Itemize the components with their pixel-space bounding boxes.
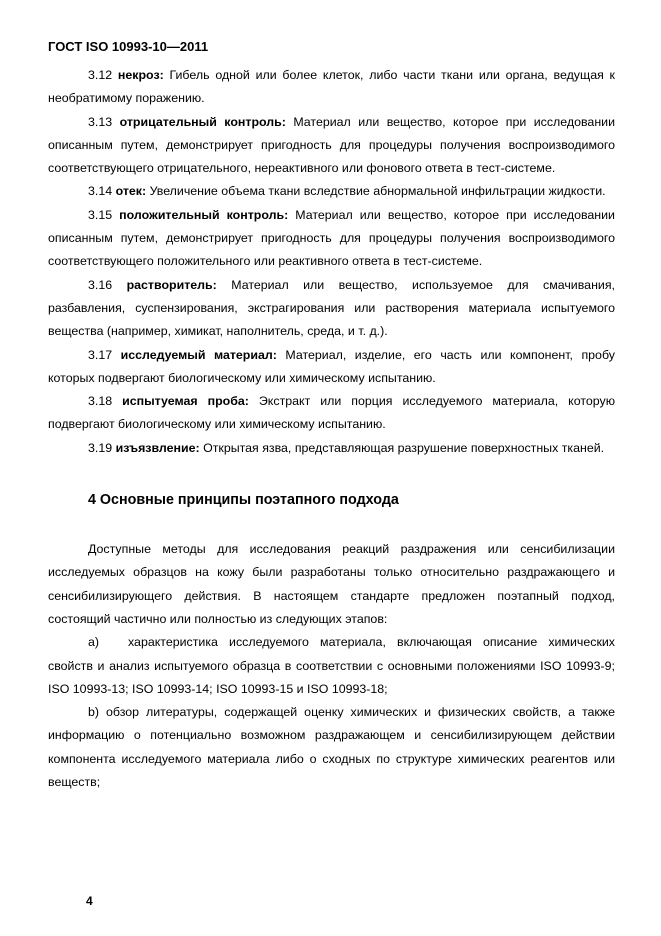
list-item-b <box>48 701 615 794</box>
definition-term: испытуемая проба: <box>122 394 249 409</box>
definition-3-17 <box>48 344 615 391</box>
list-item-label: a) <box>88 635 100 650</box>
definition-number: 3.19 <box>88 440 113 455</box>
definition-text: Материал или вещество, которое при исследовании описанным путем, демонстрирует пригодность для процедуры получения воспроизводимого соответствующего отрицательного, нереактивного или фонового ответа в тест-системе. <box>48 114 616 176</box>
definition-number: 3.12 <box>88 68 113 82</box>
list-item-a <box>48 631 615 701</box>
section-heading: 4 Основные принципы поэтапного подхода <box>88 492 399 509</box>
page-number: 4 <box>86 894 93 908</box>
definition-term: отрицательный контроль: <box>119 114 286 129</box>
definition-3-19 <box>48 437 615 460</box>
definition-3-14 <box>48 180 615 203</box>
definition-number: 3.16 <box>88 277 113 292</box>
definition-number: 3.14 <box>88 184 113 199</box>
definition-3-18 <box>48 390 615 437</box>
definition-number: 3.18 <box>88 394 113 409</box>
definition-3-15 <box>48 204 615 274</box>
definition-term: отек: <box>115 184 147 199</box>
definition-3-12 <box>48 64 615 111</box>
definition-term: изъязвление: <box>115 440 200 455</box>
definition-number: 3.13 <box>88 114 113 129</box>
definition-term: растворитель: <box>126 277 217 292</box>
definition-term: исследуемый материал: <box>120 347 277 362</box>
definition-number: 3.17 <box>88 347 113 362</box>
document-body <box>48 64 615 794</box>
document-header: ГОСТ ISO 10993-10—2011 <box>48 39 209 54</box>
definition-text: Материал или вещество, которое при исследовании описанным путем, демонстрирует пригодность для процедуры получения воспроизводимого соответствующего положительного или реактивного ответа в тест-системе. <box>48 207 615 269</box>
definition-number: 3.15 <box>88 207 113 222</box>
definition-term: некроз: <box>117 68 164 82</box>
definition-text: Увеличение объема ткани вследствие абнормальной инфильтрации жидкости. <box>149 184 606 199</box>
definition-3-13 <box>48 111 615 181</box>
list-item-text: обзор литературы, содержащей оценку химических и физических свойств, а также информацию о потенциально возможном раздражающем и сенсибилизирующем действии компонента исследуемого материала либо о сходных по структуре химических реагентов или веществ; <box>48 705 615 790</box>
list-item-label: b) <box>88 705 100 720</box>
definition-text: Материал, изделие, его часть или компонент, пробу которых подвергают биологическому или химическому испытанию. <box>48 347 615 385</box>
definition-text: Открытая язва, представляющая разрушение поверхностных тканей. <box>203 440 605 455</box>
definition-text: Экстракт или порция исследуемого материала, которую подвергают биологическому или химическому испытанию. <box>48 394 616 432</box>
definition-text: Гибель одной или более клеток, либо части ткани или органа, ведущая к необратимому поражению. <box>48 68 615 106</box>
list-item-text: характеристика исследуемого материала, включающая описание химических свойств и анализ испытуемого образца в соответствии с основными положениями ISO 10993-9; ISO 10993-13; ISO 10993-14; ISO 10993-15 и ISO 10993-18; <box>48 635 615 696</box>
intro-paragraph: Доступные методы для исследования реакций раздражения или сенсибилизации исследуемых образцов на кожу были разработаны только относительно раздражающего и сенсибилизирующего действия. В настоящем стандарте предложен поэтапный подход, состоящий частично или полностью из следующих этапов: <box>48 542 615 626</box>
definition-text: Материал или вещество, используемое для смачивания, разбавления, суспензирования, экстрагирования или растворения материала испытуемого вещества (например, химикат, наполнитель, среда, и т. д.). <box>48 277 615 339</box>
definition-term: положительный контроль: <box>119 207 289 222</box>
definition-3-16 <box>48 274 615 344</box>
